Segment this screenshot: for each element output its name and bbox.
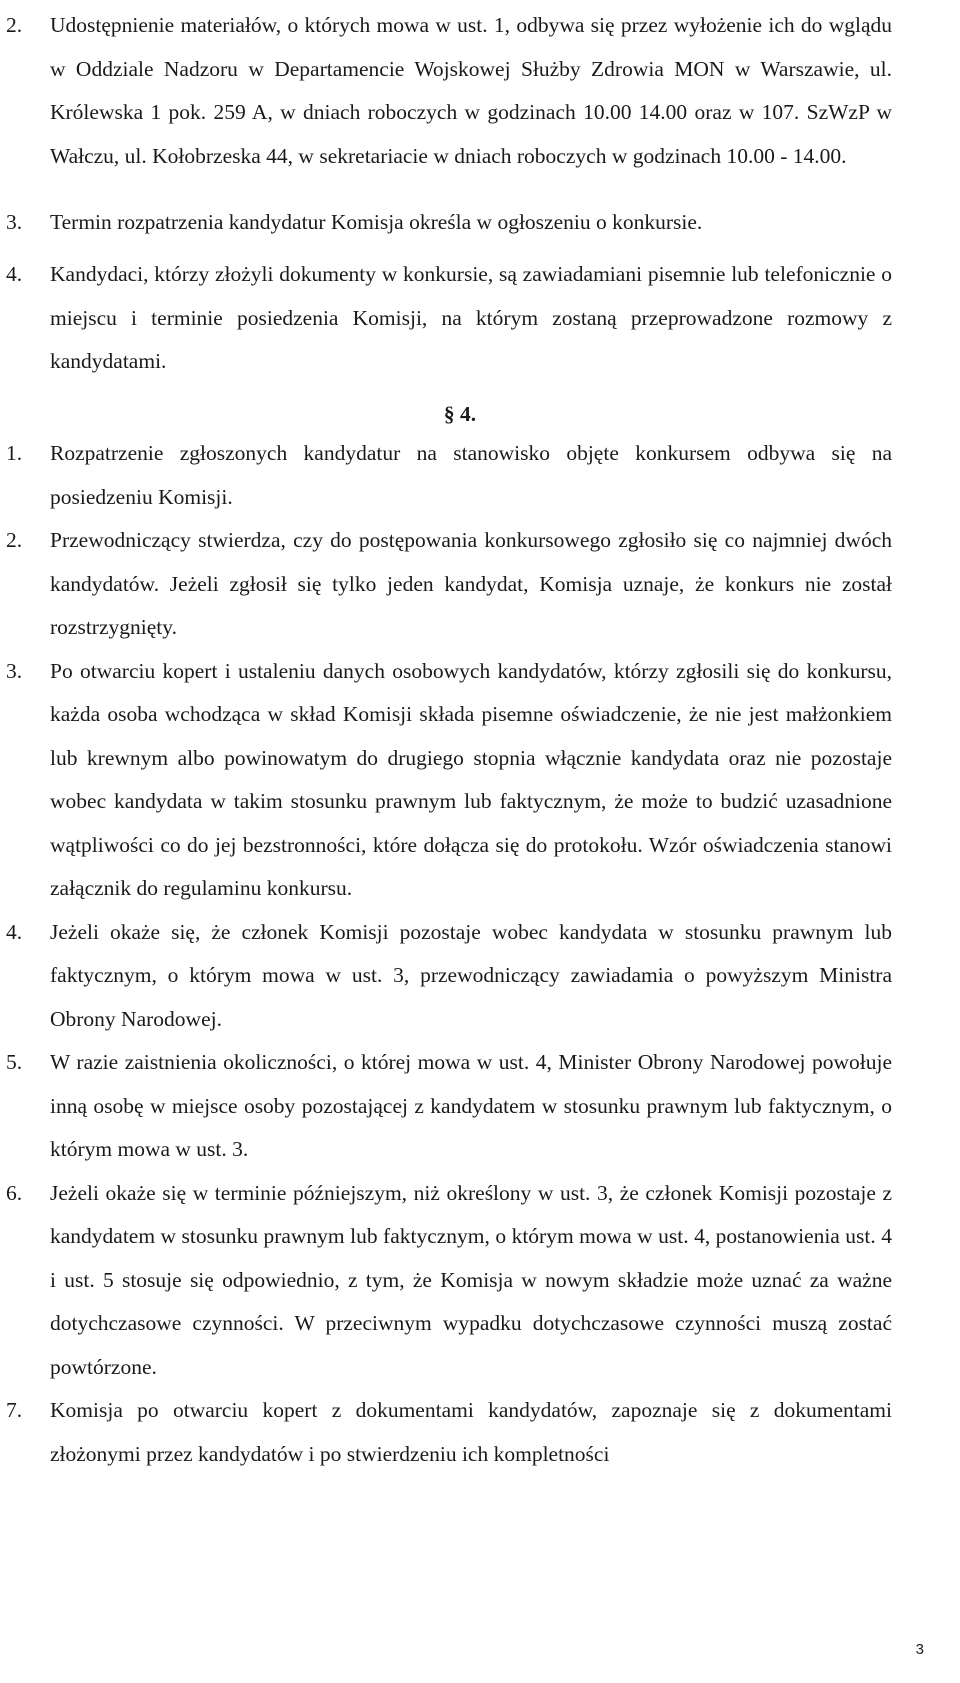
item-number: 4. — [6, 919, 23, 944]
item-number: 2. — [6, 13, 23, 37]
intro-item-2 — [0, 0, 960, 178]
item-text: Termin rozpatrzenia kandydatur Komisja określa w ogłoszeniu o konkursie. — [50, 210, 703, 234]
section-item-6 — [0, 1172, 960, 1390]
item-text: Przewodniczący stwierdza, czy do postępowania konkursowego zgłosiło się co najmniej dwóch kandydatów. Jeżeli zgłosił się tylko jeden kandydat, Komisja uznaje, że konkurs nie został rozstrzygnięty. — [50, 528, 892, 639]
item-number: 3. — [6, 658, 23, 683]
item-number: 6. — [6, 1180, 23, 1205]
paragraph-symbol-heading: § 4. — [443, 402, 477, 426]
item-number: 2. — [6, 528, 23, 552]
section-item-1 — [0, 432, 960, 519]
item-text: Rozpatrzenie zgłoszonych kandydatur na stanowisko objęte konkursem odbywa się na posiedzeniu Komisji. — [50, 441, 892, 509]
section-item-2 — [0, 519, 960, 650]
item-number: 1. — [6, 441, 23, 465]
item-number: 5. — [6, 1050, 23, 1074]
item-number: 4. — [6, 262, 23, 286]
item-text: Kandydaci, którzy złożyli dokumenty w konkursie, są zawiadamiani pisemnie lub telefonicznie o miejscu i terminie posiedzenia Komisji, na którym zostaną przeprowadzone rozmowy z kandydatami. — [50, 262, 892, 373]
item-text: Udostępnienie materiałów, o których mowa w ust. 1, odbywa się przez wyłożenie ich do wglądu w Oddziale Nadzoru w Departamencie Wojskowej Służby Zdrowia MON w Warszawie, ul. Królewska 1 pok. 259 A, w dniach roboczych w godzinach 10.00 14.00 oraz w 107. SzWzP w Wałczu, ul. Kołobrzeska 44, w sekretariacie w dniach roboczych w godzinach 10.00 - 14.00. — [50, 13, 892, 168]
item-number: 3. — [6, 210, 23, 234]
intro-item-3 — [0, 201, 960, 245]
item-text: Po otwarciu kopert i ustaleniu danych osobowych kandydatów, którzy zgłosili się do konkursu, każda osoba wchodząca w skład Komisji składa pisemne oświadczenie, że nie jest małżonkiem lub krewnym albo powinowatym do drugiego stopnia włącznie kandydata oraz nie pozostaje wobec kandydata w takim stosunku prawnym lub faktycznym, że może to budzić uzasadnione wątpliwości co do jej bezstronności, które dołącza się do protokołu. Wzór oświadczenia stanowi załącznik do regulaminu konkursu. — [50, 658, 892, 900]
section-items — [0, 432, 960, 1476]
intro-item-4 — [0, 253, 960, 384]
section-item-3 — [0, 650, 960, 911]
item-text: Komisja po otwarciu kopert z dokumentami kandydatów, zapoznaje się z dokumentami złożonymi przez kandydatów i po stwierdzeniu ich kompletności — [50, 1398, 892, 1466]
item-text: Jeżeli okaże się, że członek Komisji pozostaje wobec kandydata w stosunku prawnym lub faktycznym, o którym mowa w ust. 3, przewodniczący zawiadamia o powyższym Ministra Obrony Narodowej. — [50, 919, 892, 1031]
page-number: 3 — [915, 1641, 924, 1658]
item-text: W razie zaistnienia okoliczności, o której mowa w ust. 4, Minister Obrony Narodowej powołuje inną osobę w miejsce osoby pozostającej z kandydatem w stosunku prawnym lub faktycznym, o którym mowa w ust. 3. — [50, 1050, 892, 1161]
item-number: 7. — [6, 1398, 23, 1422]
section-item-5 — [0, 1041, 960, 1172]
section-item-7 — [0, 1389, 960, 1476]
item-text: Jeżeli okaże się w terminie późniejszym, niż określony w ust. 3, że członek Komisji pozostaje z kandydatem w stosunku prawnym lub faktycznym, o którym mowa w ust. 4, postanowienia ust. 4 i ust. 5 stosuje się odpowiednio, z tym, że Komisja w nowym składzie może uznać za ważne dotychczasowe czynności. W przeciwnym wypadku dotychczasowe czynności muszą zostać powtórzone. — [50, 1180, 892, 1379]
section-item-4 — [0, 911, 960, 1042]
